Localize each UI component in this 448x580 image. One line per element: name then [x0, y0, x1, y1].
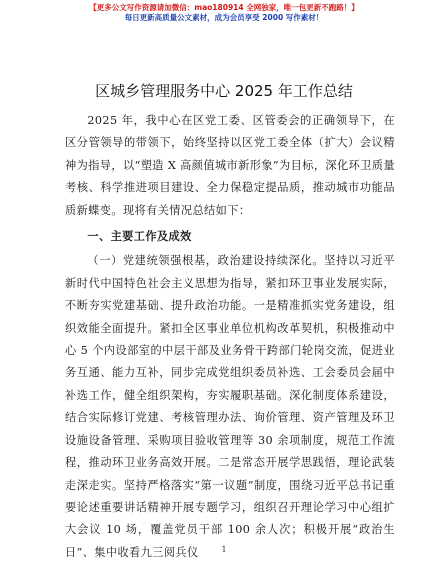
- header-banner: [0, 3, 448, 23]
- intro-paragraph: 2025 年，我中心在区党工委、区管委会的正确领导下，在区分管领导的带领下，始终坚持以区党工委全体（扩大）会议精神为指导，以“塑造 X 高颜值城市新形象”为目标，深化环卫质量考核、科学推进项目建设、全力保稳定提品质，推动城市功能品质新蝶变。现将有关情况总结如下：: [65, 114, 395, 217]
- document-body: [65, 110, 395, 564]
- banner-line-blue: 每日更新高质量公文素材，成为会员享受 2000 写作素材！: [124, 13, 324, 22]
- body-paragraph: （一）党建统领强根基，政治建设持续深化。坚持以习近平新时代中国特色社会主义思想为指导，紧扣环卫事业发展实际，不断夯实党建基础、提升政治功能。一是精准抓实党务建设，组织效能全面提升。紧扣全区事业单位机构改革契机，积极推动中心 5 个内设部室的中层干部及业务骨干跨部门轮岗交流，促进业务互通、能力互补，同步完成党组织委员补选、工会委员会届中补选工作，健全组织架构，夯实履职基础。深化制度体系建设，结合实际修订党建、考核管理办法、询价管理、资产管理及环卫设施设备管理、采购项目验收管理等 30 余项制度，规范工作流程，推动环卫业务高效开展。二是常态开展学思践悟，理论武装走深走实。坚持严格落实“第一议题”制度，围绕习近平总书记重要论述重要讲话精神开展专题学习，组织召开理论学习中心组扩大会议 10 场，覆盖党员干部 100 余人次；积极开展“政治生日”、集中收看九三阅兵仪: [65, 254, 395, 559]
- banner-line-red: 【更多公文写作资源请加微信：mao180914 全网独家，唯一包更新不跑路！】: [89, 3, 359, 12]
- page-number: 1: [221, 545, 227, 554]
- document-title: 区城乡管理服务中心 2025 年工作总结: [95, 82, 353, 100]
- section-heading: 一、主要工作及成效: [87, 230, 192, 244]
